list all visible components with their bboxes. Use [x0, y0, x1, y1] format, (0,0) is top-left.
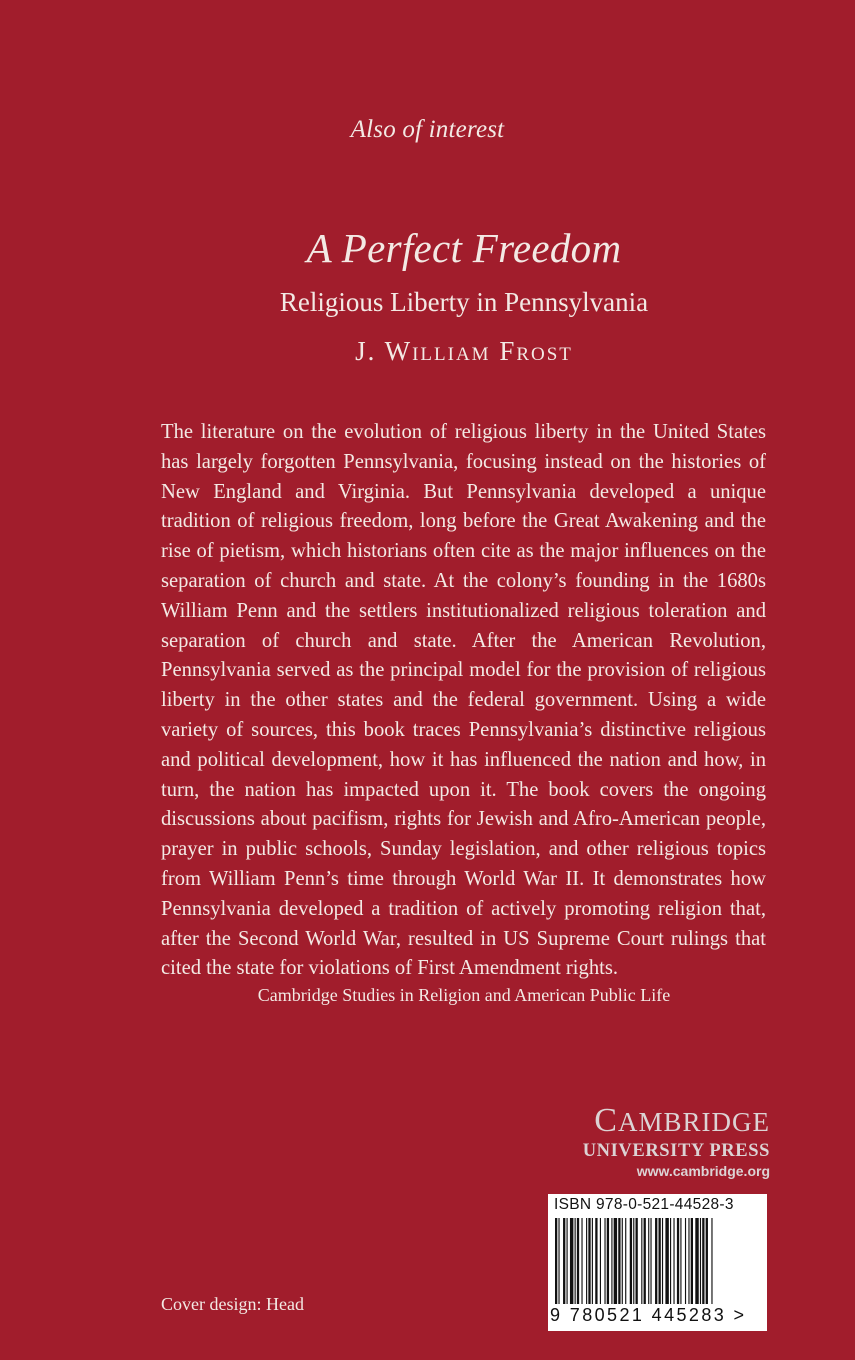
barcode-bar	[563, 1218, 565, 1304]
barcode-bar	[685, 1218, 686, 1304]
publisher-name-initial: C	[594, 1102, 618, 1139]
barcode-bar	[688, 1218, 689, 1304]
barcode-bar	[702, 1218, 704, 1304]
barcode-bar	[622, 1218, 623, 1304]
barcode-bar	[659, 1218, 661, 1304]
barcode-bar	[633, 1218, 634, 1304]
barcode-bar	[670, 1218, 671, 1304]
barcode-digits: 9 780521 445283 >	[550, 1305, 747, 1325]
barcode-bar	[604, 1218, 605, 1304]
book-subtitle: Religious Liberty in Pennsylvania	[279, 287, 649, 317]
barcode-bar	[644, 1218, 646, 1304]
barcode-bar	[595, 1218, 597, 1304]
publisher-name	[548, 1103, 770, 1140]
barcode-bar	[577, 1218, 579, 1304]
book-author: J. William Frost	[355, 336, 573, 366]
barcode-bar	[570, 1218, 573, 1304]
barcode-bar	[655, 1218, 657, 1304]
barcode-bar	[636, 1218, 638, 1304]
barcode-bar	[641, 1218, 642, 1304]
barcode-bar	[695, 1218, 698, 1304]
barcode-bar	[691, 1218, 693, 1304]
barcode-bar	[555, 1218, 557, 1304]
barcode-bar	[673, 1218, 674, 1304]
publisher-url: www.cambridge.org	[636, 1163, 770, 1179]
barcode-bar	[665, 1218, 668, 1304]
isbn-label: ISBN 978-0-521-44528-3	[554, 1196, 734, 1213]
barcode-bar	[630, 1218, 632, 1304]
barcode-bar	[650, 1218, 651, 1304]
barcode-bar	[662, 1218, 663, 1304]
barcode-bar	[588, 1218, 590, 1304]
book-description	[161, 418, 766, 984]
barcode-bar	[700, 1218, 701, 1304]
barcode-bar	[586, 1218, 587, 1304]
barcode-bar	[575, 1218, 576, 1304]
barcode-bar	[611, 1218, 612, 1304]
also-of-interest-heading: Also of interest	[350, 116, 505, 143]
book-title: A Perfect Freedom	[306, 225, 622, 271]
barcode-bar	[607, 1218, 609, 1304]
publisher-logo	[548, 1103, 770, 1180]
barcode-bar	[592, 1218, 593, 1304]
cover-design-credit: Cover design: Head	[161, 1294, 304, 1314]
barcode-bar	[648, 1218, 649, 1304]
barcode-bar	[625, 1218, 626, 1304]
barcode-bar	[581, 1218, 582, 1304]
barcode-bar	[567, 1218, 568, 1304]
barcode-bars	[552, 1218, 763, 1304]
barcode-bar	[711, 1218, 712, 1304]
barcode-bar	[706, 1218, 708, 1304]
series-name: Cambridge Studies in Religion and American Public Life	[257, 985, 671, 1005]
barcode-bar	[680, 1218, 681, 1304]
publisher-press: UNIVERSITY PRESS	[582, 1141, 770, 1161]
barcode-bar	[600, 1218, 601, 1304]
barcode-bar	[614, 1218, 617, 1304]
barcode-bar	[677, 1218, 679, 1304]
barcode-bar	[618, 1218, 620, 1304]
publisher-name-rest: AMBRIDGE	[617, 1107, 770, 1137]
isbn-barcode	[548, 1194, 767, 1331]
barcode-bar	[558, 1218, 559, 1304]
description-paragraph: The literature on the evolution of religious liberty in the United States has largely forgotten Pennsylvania, focusing instead on the histories of New England and Virginia. But Pennsylvania developed a unique tradition of religious freedom, long before the Great Awakening and the rise of pietism, which historians often cite as the major influences on the separation of church and state. At the colony’s founding in the 1680s William Penn and the settlers institutionalized religious toleration and separation of church and state. After the American Revolution, Pennsylvania served as the principal model for the provision of religious liberty in the other states and the federal government. Using a wide variety of sources, this book traces Pennsylvania’s distinctive religious and political development, how it has influenced the nation and how, in turn, the nation has impacted upon it. The book covers the ongoing discussions about pacifism, rights for Jewish and Afro-American people, prayer in public schools, Sunday legislation, and other religious topics from William Penn’s time through World War II. It demonstrates how Pennsylvania developed a tradition of actively promoting religion that, after the Second World War, resulted in US Supreme Court rulings that cited the state for violations of First Amendment rights.	[161, 421, 766, 980]
